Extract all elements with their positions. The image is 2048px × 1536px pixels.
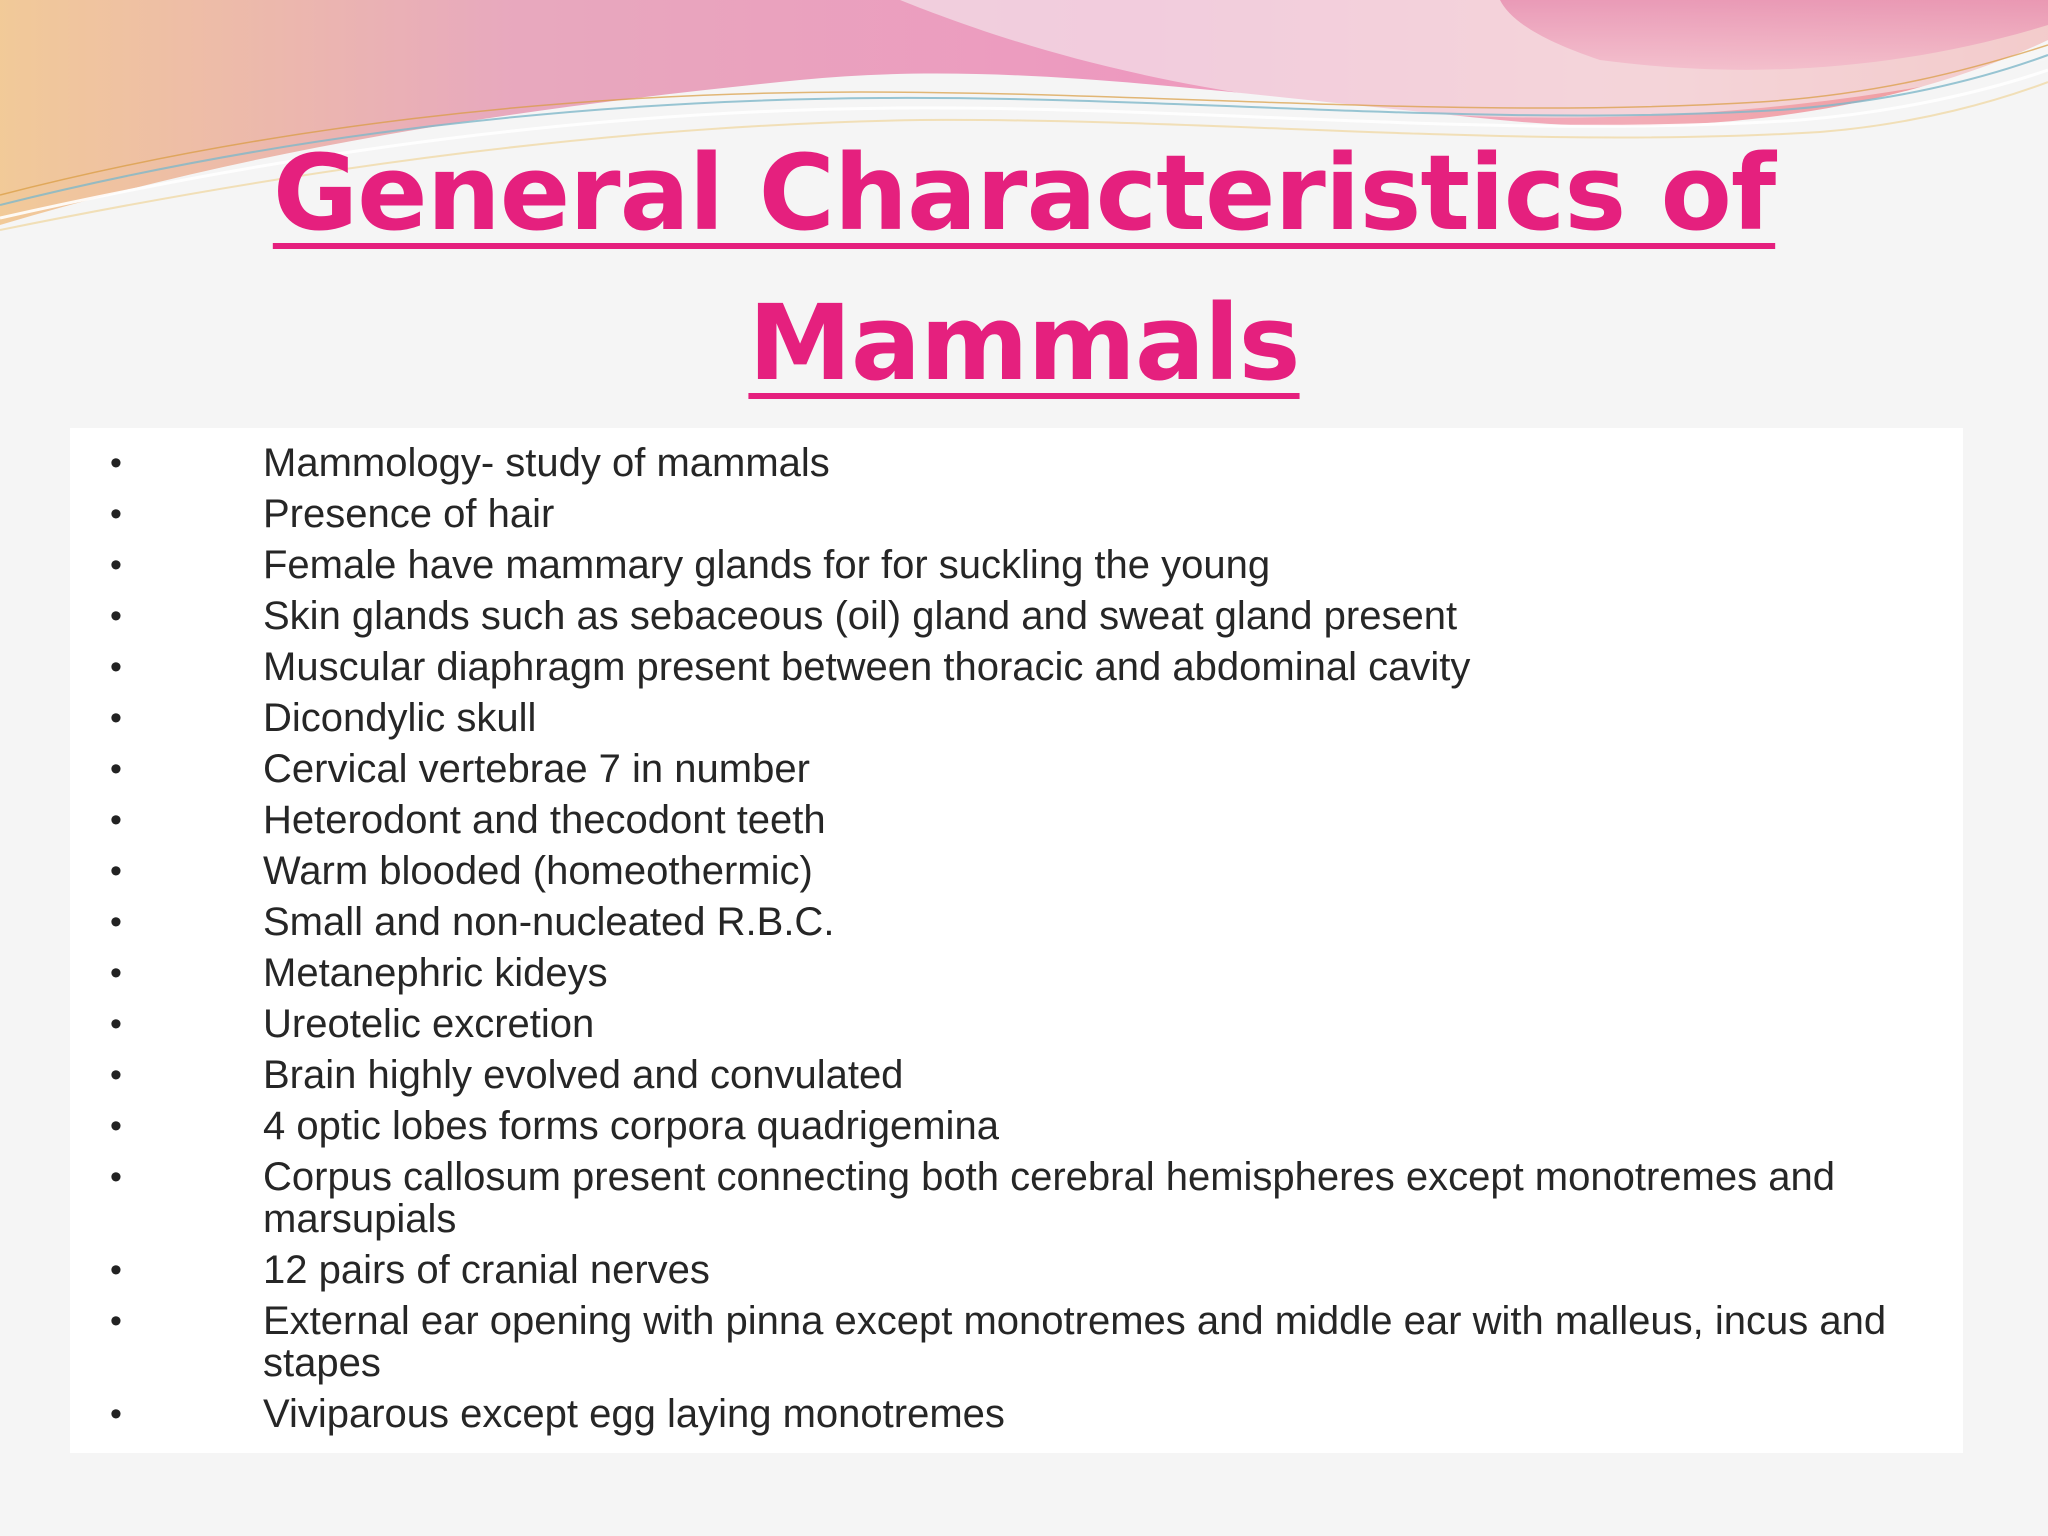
list-item — [110, 1393, 1890, 1435]
bullet-icon: • — [110, 699, 122, 737]
slide-title — [0, 118, 2048, 418]
bullet-icon: • — [110, 546, 122, 584]
list-item — [110, 1054, 1890, 1096]
list-item — [110, 442, 1890, 484]
bullet-icon: • — [110, 597, 122, 635]
list-item — [110, 646, 1890, 688]
bullet-icon: • — [110, 1251, 122, 1289]
list-item — [110, 748, 1890, 790]
bullet-icon: • — [110, 954, 122, 992]
list-item-text: Cervical vertebrae 7 in number — [263, 747, 810, 791]
bullet-icon: • — [110, 1005, 122, 1043]
list-item-text: 12 pairs of cranial nerves — [263, 1248, 710, 1292]
list-item-text: Small and non-nucleated R.B.C. — [263, 900, 835, 944]
bullet-icon: • — [110, 1395, 122, 1433]
list-item-text: Warm blooded (homeothermic) — [263, 849, 813, 893]
list-item-text: Skin glands such as sebaceous (oil) gland and sweat gland present — [263, 594, 1458, 638]
list-item — [110, 1156, 1890, 1240]
bullet-icon: • — [110, 750, 122, 788]
list-item — [110, 493, 1890, 535]
list-item-text: Ureotelic excretion — [263, 1002, 595, 1046]
list-item-text: 4 optic lobes forms corpora quadrigemina — [263, 1104, 999, 1148]
list-item-text: Heterodont and thecodont teeth — [263, 798, 826, 842]
list-item-text: Brain highly evolved and convulated — [263, 1053, 904, 1097]
list-item-text: Dicondylic skull — [263, 696, 537, 740]
bullet-icon: • — [110, 1107, 122, 1145]
slide-title-text: General Characteristics of Mammals — [272, 132, 1776, 404]
content-panel — [70, 428, 1963, 1453]
bullet-icon: • — [110, 1056, 122, 1094]
list-item-text: External ear opening with pinna except monotremes and middle ear with malleus, incus and stapes — [263, 1299, 1887, 1385]
bullet-list — [110, 442, 1890, 1444]
list-item-text: Presence of hair — [263, 492, 555, 536]
list-item — [110, 952, 1890, 994]
list-item — [110, 1300, 1890, 1384]
list-item — [110, 595, 1890, 637]
list-item — [110, 850, 1890, 892]
bullet-icon: • — [110, 903, 122, 941]
list-item-text: Female have mammary glands for for suckling the young — [263, 543, 1271, 587]
list-item-text: Muscular diaphragm present between thoracic and abdominal cavity — [263, 645, 1471, 689]
bullet-icon: • — [110, 852, 122, 890]
bullet-icon: • — [110, 444, 122, 482]
list-item-text: Viviparous except egg laying monotremes — [263, 1392, 1005, 1436]
bullet-icon: • — [110, 1302, 122, 1340]
list-item — [110, 1003, 1890, 1045]
bullet-icon: • — [110, 495, 122, 533]
bullet-icon: • — [110, 801, 122, 839]
list-item-text: Corpus callosum present connecting both cerebral hemispheres except monotremes and marsupials — [263, 1155, 1835, 1241]
list-item — [110, 544, 1890, 586]
list-item-text: Metanephric kideys — [263, 951, 608, 995]
list-item — [110, 1249, 1890, 1291]
bullet-icon: • — [110, 1158, 122, 1196]
list-item — [110, 1105, 1890, 1147]
bullet-icon: • — [110, 648, 122, 686]
list-item — [110, 799, 1890, 841]
list-item — [110, 697, 1890, 739]
list-item — [110, 901, 1890, 943]
list-item-text: Mammology- study of mammals — [263, 441, 830, 485]
